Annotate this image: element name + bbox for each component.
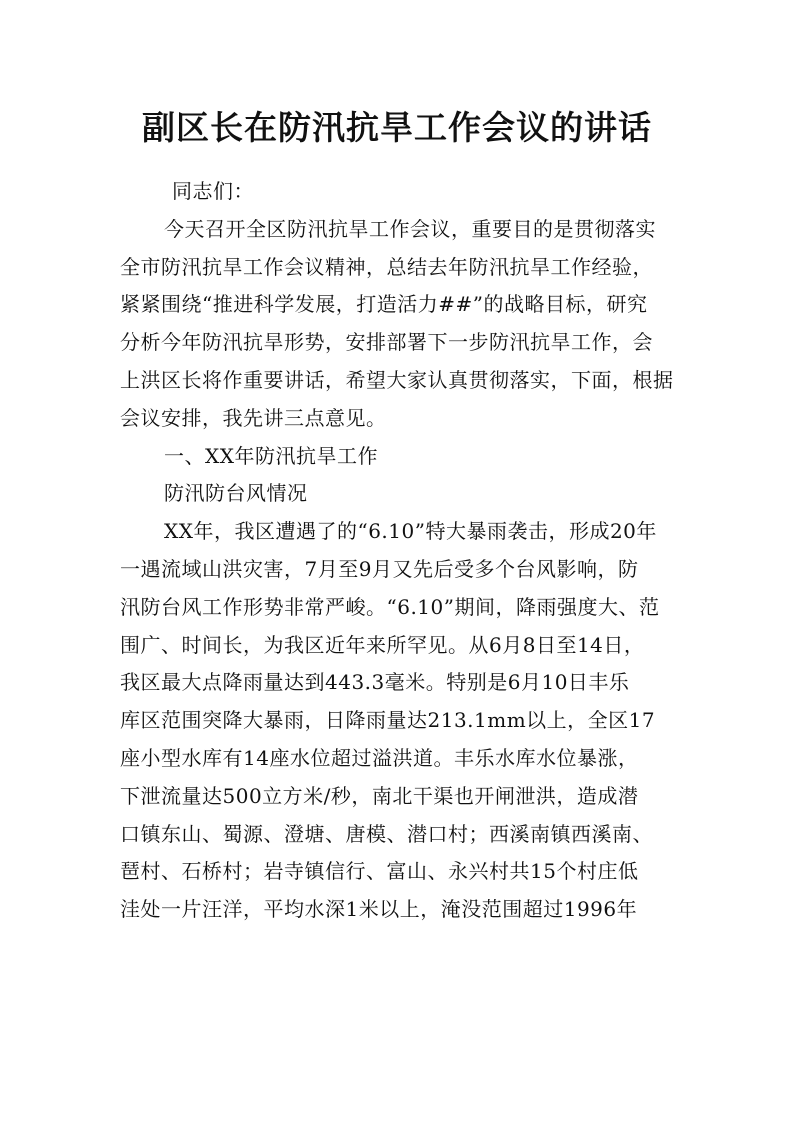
paragraph-line: 座小型水库有14座水位超过溢洪道。丰乐水库水位暴涨， [120,745,639,770]
paragraph-line: 琶村、石桥村；岩寺镇信行、富山、永兴村共15个村庄低 [120,859,639,884]
paragraph-line: 会议安排，我先讲三点意见。 [120,405,387,430]
paragraph-line: 分析今年防汛抗旱形势，安排部署下一步防汛抗旱工作，会 [120,330,653,355]
paragraph-line: XX年，我区遭遇了的“6.10”特大暴雨袭击，形成20年 [164,519,657,544]
paragraph-line: 我区最大点降雨量达到443.3毫米。特别是6月10日丰乐 [120,670,630,695]
paragraph-line: 今天召开全区防汛抗旱工作会议，重要目的是贯彻落实 [164,216,656,241]
paragraph-line: 汛防台风工作形势非常严峻。“6.10”期间，降雨强度大、范 [120,594,660,619]
subsection-heading: 防汛防台风情况 [164,481,308,506]
paragraph-line: 下泄流量达500立方米/秒，南北干渠也开闸泄洪，造成潜 [120,783,639,808]
section-heading: 一、XX年防汛抗旱工作 [164,443,378,468]
paragraph-line: 上洪区长将作重要讲话，希望大家认真贯彻落实，下面，根据 [120,367,674,392]
document-body [120,173,686,929]
salutation-line: 同志们： [172,179,254,203]
paragraph-line: 洼处一片汪洋，平均水深1米以上，淹没范围超过1996年 [120,897,638,922]
paragraph-line: 全市防汛抗旱工作会议精神，总结去年防汛抗旱工作经验， [120,254,653,279]
paragraph-line: 围广、时间长，为我区近年来所罕见。从6月8日至14日， [120,632,645,657]
paragraph-line: 一遇流域山洪灾害，7月至9月又先后受多个台风影响，防 [120,556,639,581]
document-title: 副区长在防汛抗旱工作会议的讲话 [142,108,652,147]
paragraph-line: 口镇东山、蜀源、澄塘、唐模、潜口村；西溪南镇西溪南、 [120,821,653,846]
paragraph-line: 紧紧围绕“推进科学发展，打造活力##”的战略目标，研究 [120,292,648,317]
paragraph-line: 库区范围突降大暴雨，日降雨量达213.1mm以上，全区17 [120,708,656,733]
